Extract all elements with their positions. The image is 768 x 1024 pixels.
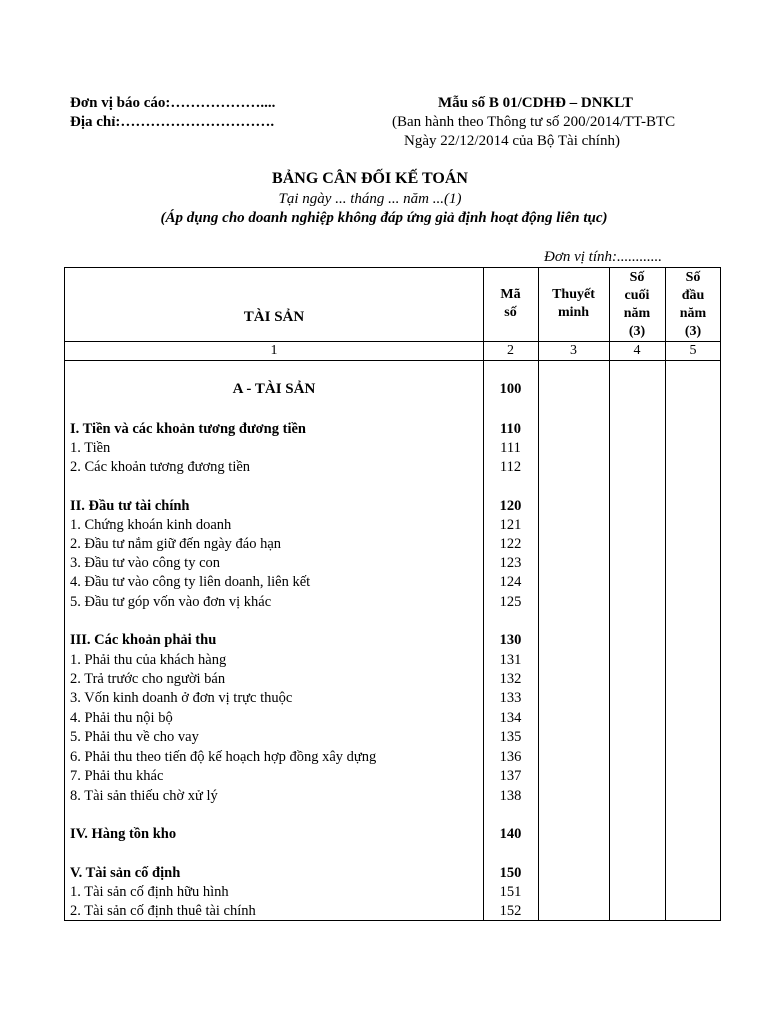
row-name: III. Các khoản phải thu: [70, 632, 217, 648]
row-code: 123: [499, 555, 522, 571]
row-name: 8. Tài sản thiếu chờ xử lý: [70, 788, 218, 804]
row-name: 3. Vốn kinh doanh ở đơn vị trực thuộc: [70, 690, 293, 706]
row-code: 137: [499, 768, 522, 784]
col-number-3: 3: [570, 343, 577, 358]
row-code: 112: [499, 459, 522, 475]
applicability-note: (Áp dụng cho doanh nghiệp không đáp ứng giả định hoạt động liên tục): [160, 210, 608, 226]
row-name: 2. Các khoản tương đương tiền: [70, 459, 251, 475]
header-year-end: Số cuối năm (3): [623, 270, 651, 339]
row-code: 120: [499, 498, 522, 514]
row-name: 6. Phải thu theo tiến độ kế hoạch hợp đồng xây dựng: [70, 749, 377, 765]
col-number-5: 5: [689, 343, 697, 358]
row-code: 130: [499, 632, 522, 648]
row-code: 121: [499, 517, 522, 533]
row-code: 136: [499, 749, 522, 765]
form-number: Mẫu số B 01/CDHĐ – DNKLT: [438, 95, 633, 111]
header-note: Thuyết minh: [552, 287, 595, 320]
balance-sheet-table: [64, 267, 721, 921]
row-code: 132: [499, 671, 522, 687]
row-code: 133: [499, 690, 522, 706]
row-code: 152: [499, 903, 522, 919]
col-number-1: 1: [270, 343, 278, 358]
row-code: 150: [499, 865, 522, 881]
row-name: 4. Đầu tư vào công ty liên doanh, liên kết: [70, 574, 311, 590]
section-a-code: 100: [499, 381, 522, 397]
row-name: 2. Trả trước cho người bán: [70, 671, 226, 687]
row-name: 1. Tiền: [70, 440, 111, 456]
col-number-2: 2: [507, 343, 514, 358]
row-name: IV. Hàng tồn kho: [70, 826, 177, 842]
row-name: 1. Chứng khoán kinh doanh: [70, 517, 232, 533]
row-name: 7. Phải thu khác: [70, 768, 164, 784]
row-code: 124: [499, 574, 522, 590]
report-date-line: Tại ngày ... tháng ... năm ...(1): [278, 191, 462, 207]
address-label: Địa chỉ:………………………….: [70, 114, 275, 130]
row-code: 125: [499, 594, 522, 610]
row-name: 1. Phải thu của khách hàng: [70, 652, 227, 668]
header-divider: [65, 360, 720, 361]
row-name: 5. Phải thu về cho vay: [70, 729, 199, 745]
row-name: 2. Đầu tư nắm giữ đến ngày đáo hạn: [70, 536, 282, 552]
row-code: 138: [499, 788, 522, 804]
row-code: 134: [499, 710, 522, 726]
row-name: I. Tiền và các khoản tương đương tiền: [70, 421, 306, 437]
row-code: 140: [499, 826, 522, 842]
row-code: 111: [500, 440, 521, 456]
column-divider: [609, 268, 610, 920]
row-name: 3. Đầu tư vào công ty con: [70, 555, 221, 571]
header-code: Mã số: [500, 287, 521, 320]
row-code: 122: [499, 536, 522, 552]
header-year-begin: Số đầu năm (3): [679, 270, 707, 339]
row-name: II. Đầu tư tài chính: [70, 498, 190, 514]
row-code: 131: [499, 652, 522, 668]
row-code: 110: [500, 421, 521, 437]
row-code: 151: [499, 884, 522, 900]
section-a-title: A - TÀI SẢN: [232, 381, 316, 397]
currency-unit-label: Đơn vị tính:............: [544, 249, 662, 265]
reporting-unit-label: Đơn vị báo cáo:………………....: [70, 95, 276, 111]
document-title: BẢNG CÂN ĐỐI KẾ TOÁN: [272, 170, 468, 187]
issued-by-note: (Ban hành theo Thông tư số 200/2014/TT-BTC: [392, 114, 676, 130]
row-code: 135: [499, 729, 522, 745]
header-assets: TÀI SẢN: [243, 309, 305, 325]
col-number-4: 4: [633, 343, 641, 358]
issued-date-note: Ngày 22/12/2014 của Bộ Tài chính): [404, 133, 620, 149]
row-name: V. Tài sản cố định: [70, 865, 181, 881]
row-name: 4. Phải thu nội bộ: [70, 710, 173, 726]
row-name: 5. Đầu tư góp vốn vào đơn vị khác: [70, 594, 272, 610]
column-divider: [538, 268, 539, 920]
row-name: 2. Tài sản cố định thuê tài chính: [70, 903, 256, 919]
column-divider: [665, 268, 666, 920]
row-name: 1. Tài sản cố định hữu hình: [70, 884, 229, 900]
